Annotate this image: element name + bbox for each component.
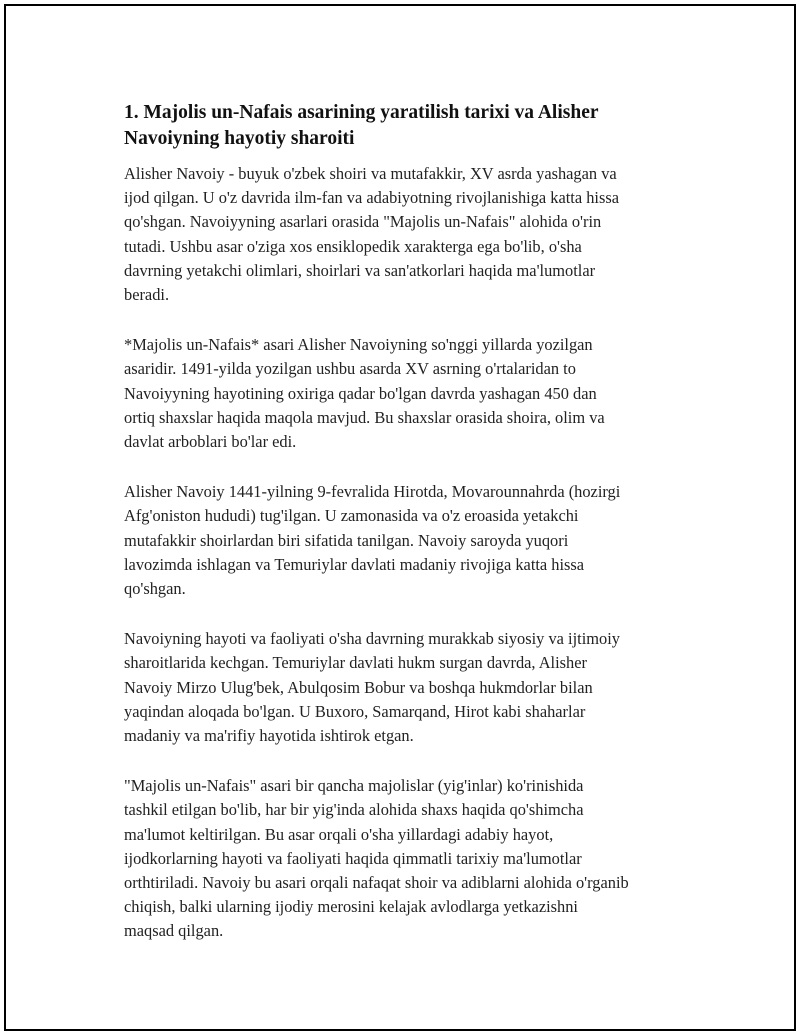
paragraph-biography: Alisher Navoiy 1441-yilning 9-fevralida Hirotda, Movarounnahrda (hozirgi Afg'oniston hududi) tug'ilgan. U zamonasida va o'z eroasida yetakchi mutafakkir shoirlardan biri sifatida tanilgan. Navoiy saroyda yuqori lavozimda ishlagan va Temuriylar davlati madaniy rivojiga katta hissa qo'shgan. xyxy=(124,482,621,599)
page-frame xyxy=(4,4,796,1031)
document-body xyxy=(124,100,684,944)
paragraph-intro: Alisher Navoiy - buyuk o'zbek shoiri va mutafakkir, XV asrda yashagan va ijod qilgan. U o'z davrida ilm-fan va adabiyotning rivojlanishiga katta hissa qo'shgan. Navoiyyning asarlari orasida "Majolis un-Nafais" alohida o'rin tutadi. Ushbu asar o'ziga xos ensiklopedik xarakterga ega bo'lib, o'sha davrning yetakchi olimlari, shoirlari va san'atkorlari haqida ma'lumotlar beradi. xyxy=(124,164,620,305)
paragraph-life-conditions: Navoiyning hayoti va faoliyati o'sha davrning murakkab siyosiy va ijtimoiy sharoitlarida kechgan. Temuriylar davlati hukm surgan davrda, Alisher Navoiy Mirzo Ulug'bek, Abulqosim Bobur va boshqa hukmdorlar bilan yaqindan aloqada bo'lgan. U Buxoro, Samarqand, Hirot kabi shaharlar madaniy va ma'rifiy hayotida ishtirok etgan. xyxy=(124,629,620,746)
section-heading: 1. Majolis un-Nafais asarining yaratilish tarixi va Alisher Navoiyning hayotiy sharoiti xyxy=(124,102,599,149)
paragraph-work-history: *Majolis un-Nafais* asari Alisher Navoiyning so'nggi yillarda yozilgan asaridir. 1491-yilda yozilgan ushbu asarda XV asrning o'rtalaridan to Navoiyyning hayotining oxiriga qadar bo'lgan davrda yashagan 450 dan ortiq shaxslar haqida maqola mavjud. Bu shaxslar orasida shoira, olim va davlat arboblari bo'lar edi. xyxy=(124,335,605,452)
paragraph-structure: "Majolis un-Nafais" asari bir qancha majolislar (yig'inlar) ko'rinishida tashkil etilgan bo'lib, har bir yig'inda alohida shaxs haqida qo'shimcha ma'lumot keltirilgan. Bu asar orqali o'sha yillardagi adabiy hayot, ijodkorlarning hayoti va faoliyati haqida qimmatli tarixiy ma'lumotlar orthtiriladi. Navoiy bu asari orqali nafaqat shoir va adiblarni alohida o'rganib chiqish, balki ularning ijodiy merosini kelajak avlodlarga yetkazishni maqsad qilgan. xyxy=(124,776,629,941)
